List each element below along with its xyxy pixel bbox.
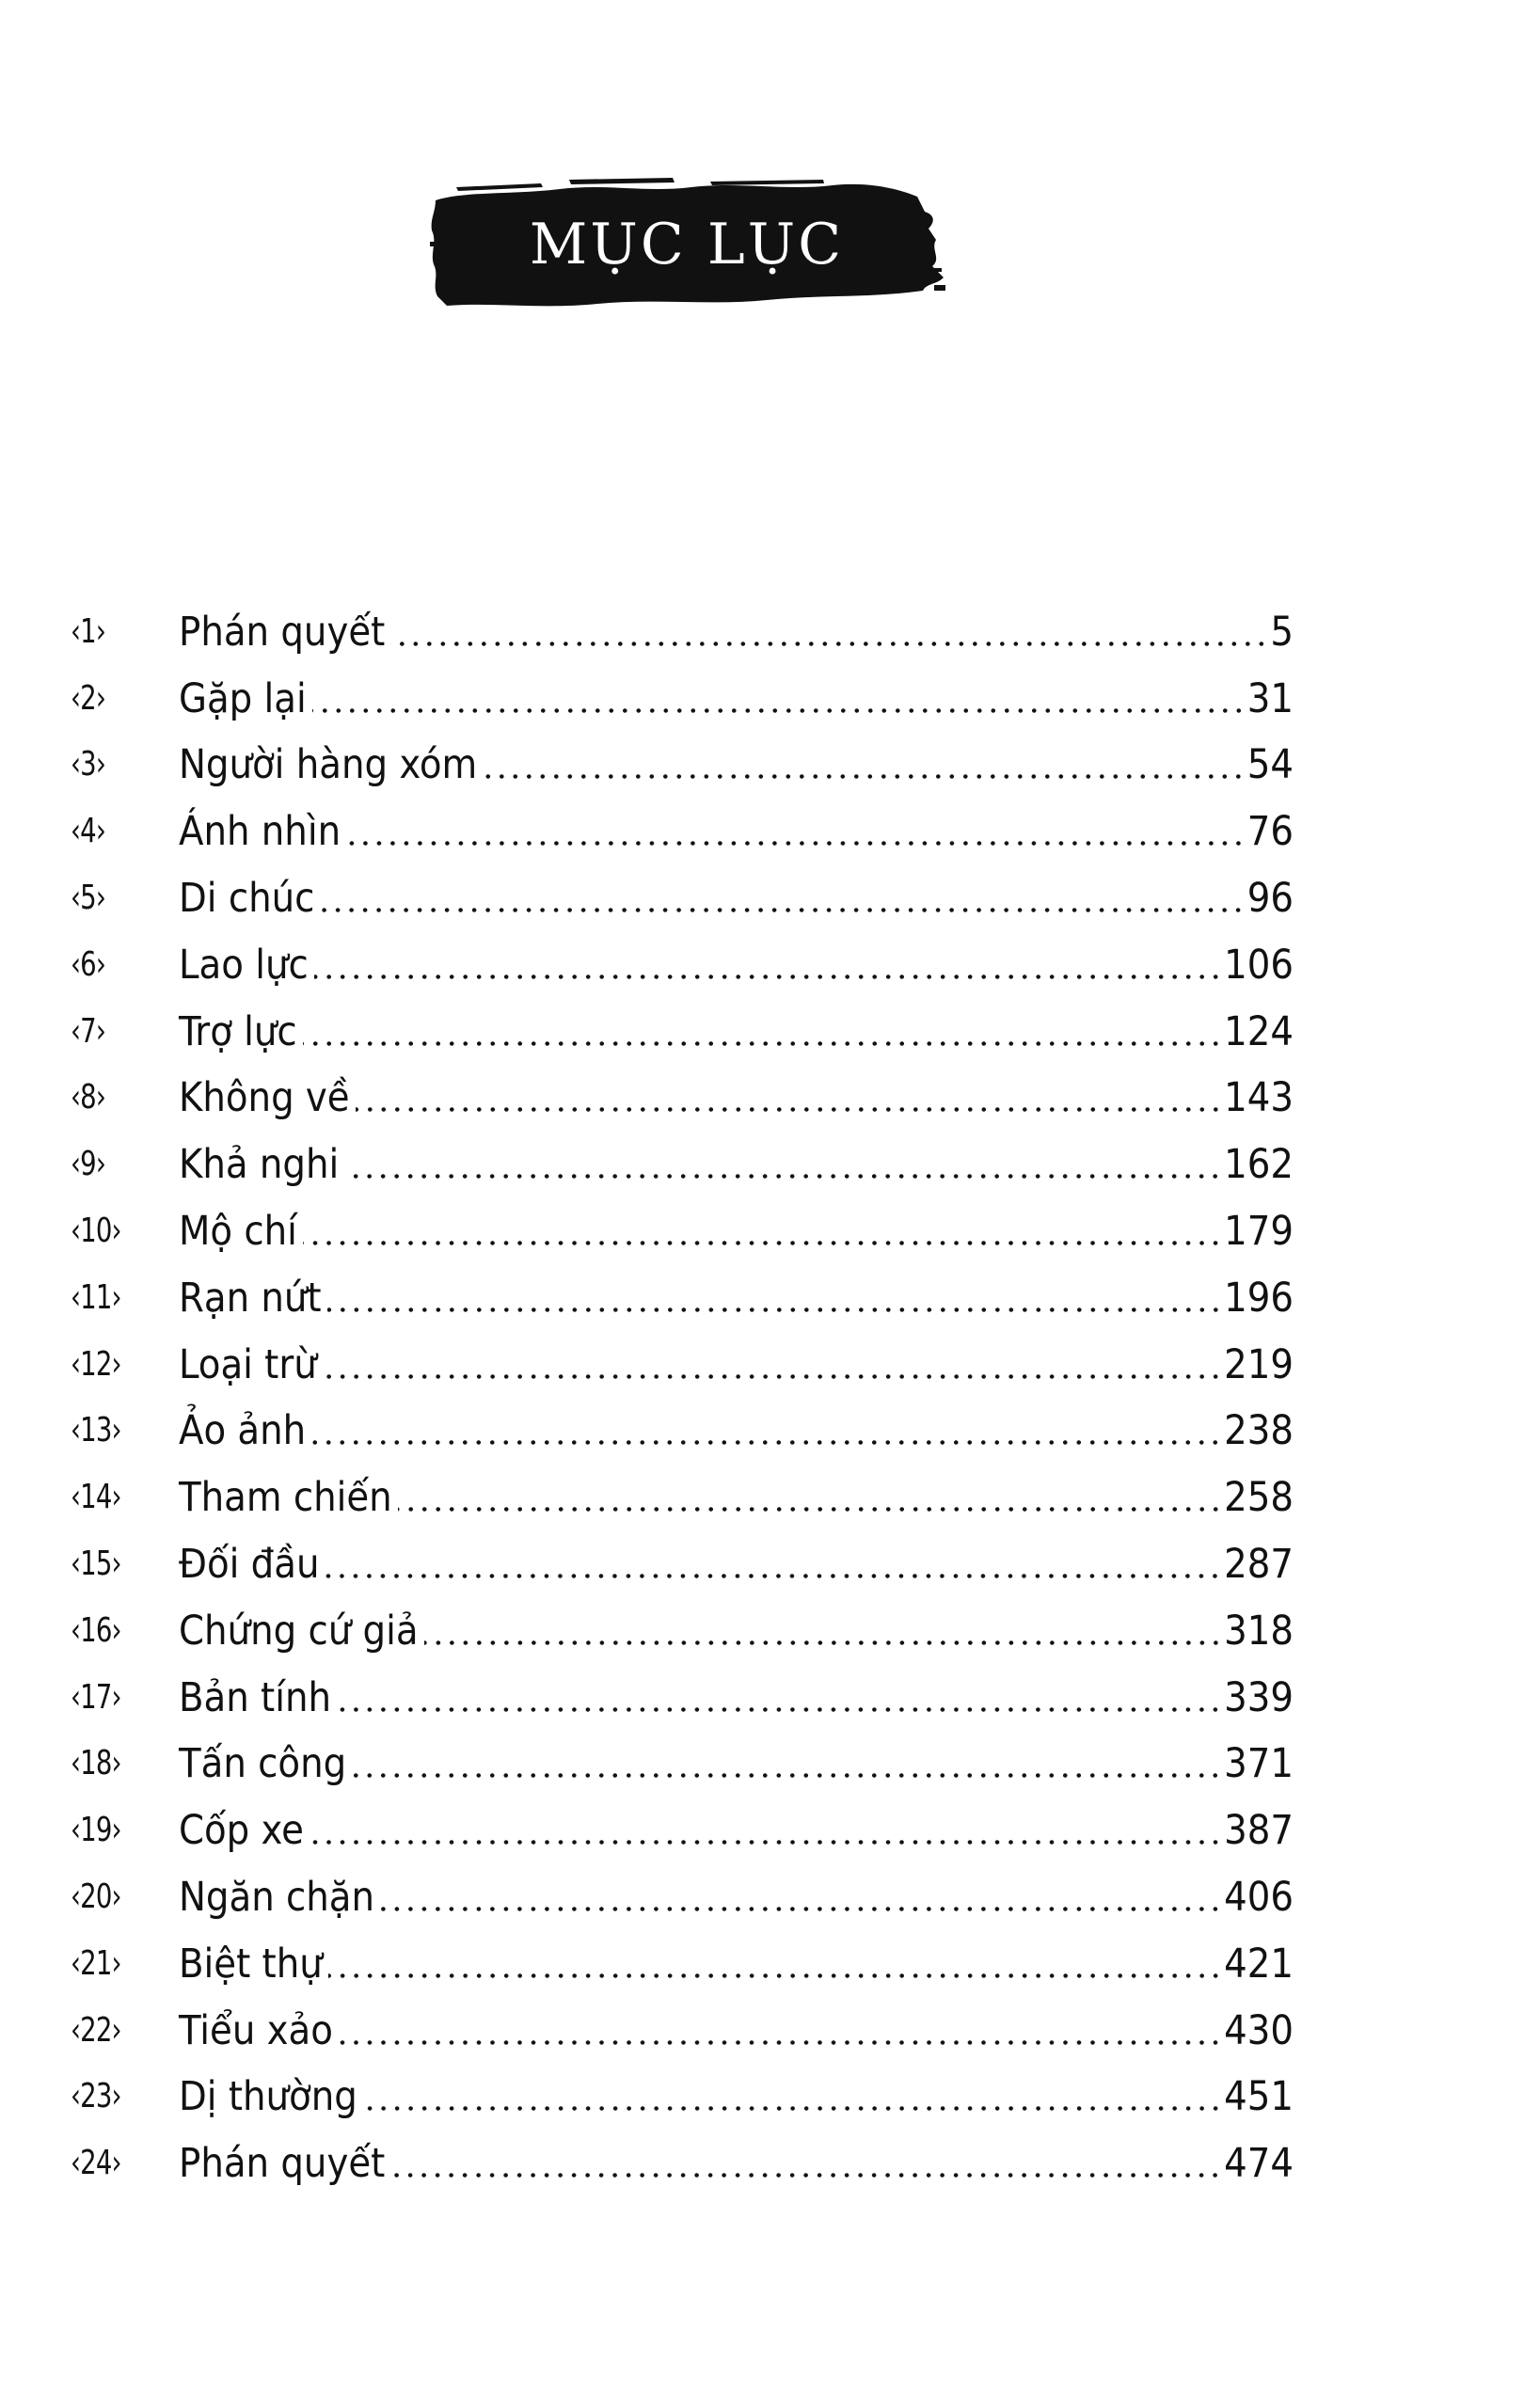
dot-leader [390, 2131, 1222, 2196]
page-number: 143 [1224, 1074, 1294, 1122]
toc-entry[interactable] [71, 931, 1294, 998]
chapter-title: Bản tính [179, 1673, 332, 1721]
toc-entry[interactable] [71, 798, 1294, 864]
page-number: 339 [1224, 1673, 1294, 1721]
chapter-title: Cốp xe [179, 1807, 304, 1855]
page-number: 238 [1224, 1407, 1294, 1455]
chapter-title: Không về [179, 1074, 350, 1122]
chapter-title: Dị thường [179, 2073, 357, 2121]
title-banner [428, 174, 945, 313]
dot-leader [327, 1265, 1223, 1331]
page-number: 387 [1224, 1807, 1294, 1855]
chapter-title: Chứng cứ giả [179, 1607, 419, 1655]
dot-leader [356, 1065, 1223, 1131]
toc-entry[interactable] [71, 1863, 1294, 1930]
page-number: 474 [1224, 2140, 1294, 2188]
dot-leader [352, 1731, 1222, 1797]
table-of-contents [71, 598, 1294, 2196]
chapter-number: ‹16› [71, 1610, 121, 1650]
chapter-title: Ảo ảnh [179, 1407, 307, 1455]
dot-leader [346, 799, 1246, 864]
chapter-number: ‹17› [71, 1677, 121, 1717]
page-number: 406 [1224, 1873, 1294, 1921]
dot-leader [323, 1332, 1222, 1398]
chapter-title: Ngăn chặn [179, 1873, 375, 1921]
dot-leader [303, 1198, 1222, 1264]
chapter-number: ‹11› [71, 1277, 121, 1317]
dot-leader [320, 865, 1245, 931]
dot-leader [363, 2064, 1222, 2130]
toc-entry[interactable] [71, 1930, 1294, 1997]
page-number: 31 [1246, 674, 1294, 722]
chapter-title: Tiểu xảo [179, 2006, 333, 2054]
dot-leader [303, 999, 1222, 1065]
chapter-number: ‹8› [71, 1078, 105, 1117]
dot-leader [310, 1798, 1222, 1863]
chapter-number: ‹12› [71, 1344, 121, 1384]
chapter-title: Mộ chí [179, 1207, 297, 1255]
dot-leader [380, 1864, 1222, 1930]
chapter-number: ‹6› [71, 944, 105, 984]
chapter-title: Người hàng xóm [179, 741, 478, 789]
toc-entry[interactable] [71, 1797, 1294, 1863]
toc-entry[interactable] [71, 1398, 1294, 1465]
page-number: 430 [1224, 2006, 1294, 2054]
toc-entry[interactable] [71, 1530, 1294, 1597]
chapter-number: ‹23› [71, 2077, 121, 2116]
chapter-number: ‹7› [71, 1011, 105, 1051]
page-number: 196 [1224, 1274, 1294, 1322]
chapter-number: ‹9› [71, 1145, 105, 1184]
chapter-title: Trợ lực [179, 1007, 297, 1055]
chapter-title: Loại trừ [179, 1340, 317, 1388]
chapter-title: Biệt thự [179, 1940, 323, 1988]
dot-leader [390, 599, 1268, 665]
toc-entry[interactable] [71, 2130, 1294, 2196]
chapter-number: ‹14› [71, 1478, 121, 1517]
chapter-number: ‹3› [71, 745, 105, 784]
toc-entry[interactable] [71, 1731, 1294, 1798]
dot-leader [483, 732, 1246, 798]
dot-leader [314, 932, 1222, 998]
page-number: 106 [1224, 941, 1294, 989]
dot-leader [398, 1465, 1222, 1530]
chapter-title: Lao lực [179, 941, 309, 989]
page-number: 162 [1224, 1141, 1294, 1189]
chapter-number: ‹15› [71, 1544, 121, 1583]
chapter-number: ‹4› [71, 812, 105, 851]
toc-entry[interactable] [71, 1997, 1294, 2064]
chapter-number: ‹21› [71, 1943, 121, 1983]
dot-leader [344, 1132, 1222, 1197]
page-number: 54 [1246, 741, 1294, 789]
chapter-title: Ánh nhìn [179, 808, 341, 856]
page-number: 318 [1224, 1607, 1294, 1655]
toc-entry[interactable] [71, 1664, 1294, 1731]
dot-leader [328, 1931, 1222, 1997]
dot-leader [424, 1598, 1223, 1664]
chapter-title: Phán quyết [179, 2140, 386, 2188]
chapter-title: Di chúc [179, 874, 315, 922]
chapter-number: ‹1› [71, 611, 105, 651]
toc-entry[interactable] [71, 665, 1294, 732]
toc-entry[interactable] [71, 732, 1294, 799]
page-number: 421 [1224, 1940, 1294, 1988]
chapter-title: Gặp lại [179, 674, 307, 722]
toc-entry[interactable] [71, 1197, 1294, 1264]
chapter-number: ‹20› [71, 1877, 121, 1916]
page-number: 451 [1224, 2073, 1294, 2121]
chapter-number: ‹10› [71, 1211, 121, 1250]
page-title: MỤC LỤC [529, 212, 845, 277]
page-number: 371 [1224, 1740, 1294, 1788]
dot-leader [337, 1665, 1222, 1731]
chapter-title: Tấn công [179, 1740, 347, 1788]
dot-leader [312, 666, 1246, 732]
toc-entry[interactable] [71, 1264, 1294, 1331]
chapter-number: ‹2› [71, 678, 105, 718]
toc-entry[interactable] [71, 1464, 1294, 1530]
toc-entry[interactable] [71, 1131, 1294, 1197]
chapter-number: ‹18› [71, 1744, 121, 1783]
chapter-title: Đối đầu [179, 1540, 320, 1588]
toc-entry[interactable] [71, 1597, 1294, 1664]
dot-leader [339, 1998, 1222, 2064]
toc-entry[interactable] [71, 2064, 1294, 2131]
chapter-title: Khả nghi [179, 1141, 340, 1189]
page-number: 76 [1246, 808, 1294, 856]
chapter-number: ‹24› [71, 2144, 121, 2183]
chapter-number: ‹22› [71, 2010, 121, 2050]
chapter-number: ‹5› [71, 878, 105, 917]
chapter-number: ‹13› [71, 1411, 121, 1450]
page-number: 124 [1224, 1007, 1294, 1055]
chapter-title: Tham chiến [179, 1474, 392, 1522]
page-number: 287 [1224, 1540, 1294, 1588]
toc-entry[interactable] [71, 598, 1294, 665]
toc-entry[interactable] [71, 1331, 1294, 1398]
dot-leader [311, 1398, 1222, 1464]
page-number: 5 [1270, 608, 1294, 656]
page-number: 179 [1224, 1207, 1294, 1255]
chapter-number: ‹19› [71, 1811, 121, 1850]
toc-entry[interactable] [71, 864, 1294, 931]
chapter-title: Phán quyết [179, 608, 386, 656]
page-number: 258 [1224, 1474, 1294, 1522]
chapter-title: Rạn nứt [179, 1274, 322, 1322]
toc-entry[interactable] [71, 1065, 1294, 1132]
page-number: 219 [1224, 1340, 1294, 1388]
dot-leader [325, 1531, 1222, 1597]
toc-entry[interactable] [71, 998, 1294, 1065]
page-number: 96 [1246, 874, 1294, 922]
